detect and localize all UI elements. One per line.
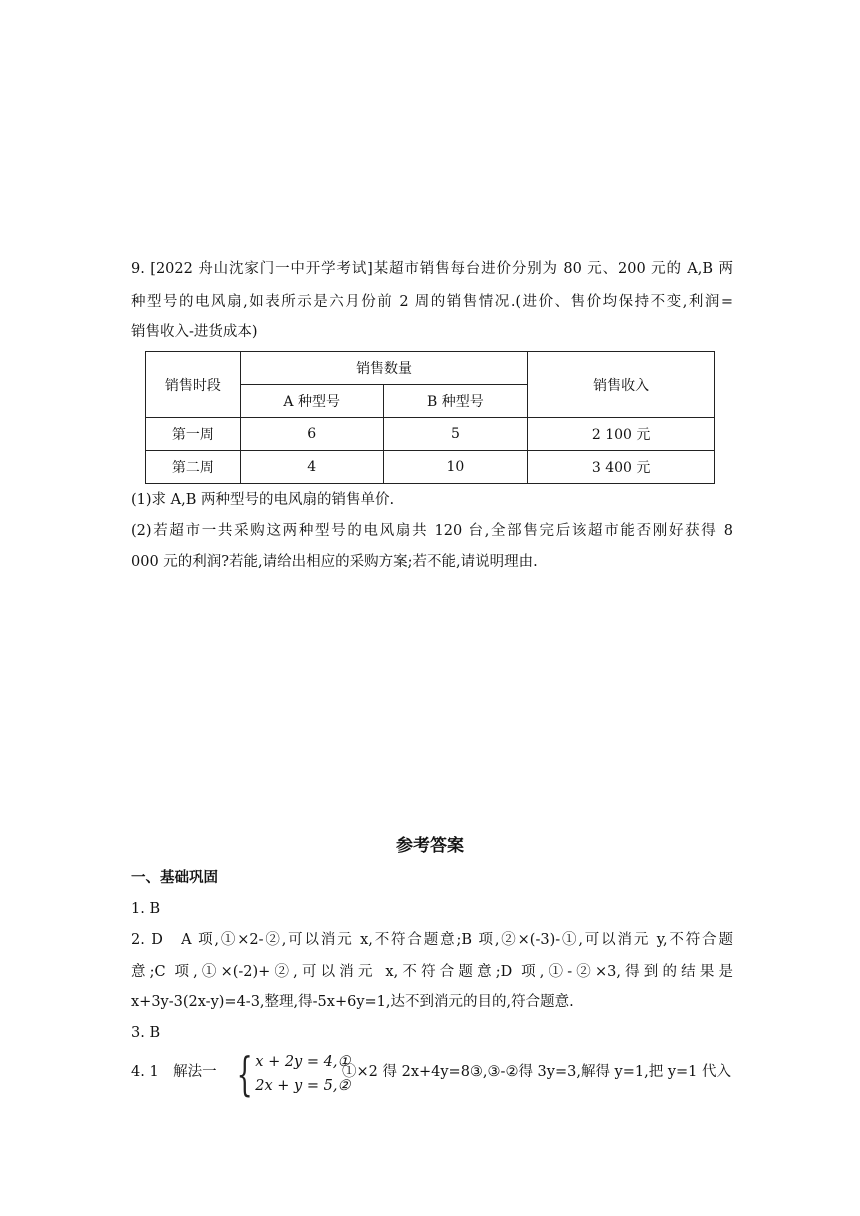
cell-type-a: 6 xyxy=(240,418,383,451)
cell-type-b: 5 xyxy=(383,418,528,451)
table-row xyxy=(146,418,715,451)
equation-2: 2x + y = 5,② xyxy=(255,1078,351,1094)
answer-1: 1. B xyxy=(131,901,161,917)
cell-period: 第一周 xyxy=(146,418,241,451)
answer-2-line-3: x+3y-3(2x-y)=4-3,整理,得-5x+6y=1,达不到消元的目的,符合题意. xyxy=(131,994,574,1010)
header-type-a: A 种型号 xyxy=(240,385,383,418)
cell-type-b: 10 xyxy=(383,451,528,484)
brace-icon: { xyxy=(236,1047,253,1101)
equation-system xyxy=(230,1047,351,1101)
q9-sub-2-line-2: 000 元的利润?若能,请给出相应的采购方案;若不能,请说明理由. xyxy=(131,554,538,570)
q9-sub-2-line-1: (2)若超市一共采购这两种型号的电风扇共 120 台,全部售完后该超市能否刚好获得 8 xyxy=(131,523,733,539)
header-quantity: 销售数量 xyxy=(240,352,527,385)
q9-line-2: 种型号的电风扇,如表所示是六月份前 2 周的销售情况.(进价、售价均保持不变,利润= xyxy=(131,294,733,310)
q9-sub-1: (1)求 A,B 两种型号的电风扇的销售单价. xyxy=(131,492,395,508)
q9-line-1: 9. [2022 舟山沈家门一中开学考试]某超市销售每台进价分别为 80 元、200 元的 A,B 两 xyxy=(131,261,733,277)
cell-type-a: 4 xyxy=(240,451,383,484)
header-period: 销售时段 xyxy=(146,352,241,418)
answer-2-line-2: 意;C 项,①×(-2)+②,可以消元 x,不符合题意;D 项,①-②×3,得到的结果是 xyxy=(131,964,733,980)
sales-table xyxy=(145,351,715,484)
answer-4-prefix: 4. 1 解法一 xyxy=(131,1064,217,1080)
header-income: 销售收入 xyxy=(528,352,715,418)
cell-income: 2 100 元 xyxy=(528,418,715,451)
answer-3: 3. B xyxy=(131,1025,161,1041)
q9-line-3: 销售收入-进货成本) xyxy=(131,324,258,340)
answers-title: 参考答案 xyxy=(396,836,464,856)
cell-income: 3 400 元 xyxy=(528,451,715,484)
header-type-b: B 种型号 xyxy=(383,385,528,418)
answer-4-rest: ①×2 得 2x+4y=8③,③-②得 3y=3,解得 y=1,把 y=1 代入 xyxy=(342,1064,732,1080)
section-heading: 一、基础巩固 xyxy=(131,870,218,886)
equation-1: x + 2y = 4,① xyxy=(255,1054,351,1070)
answer-2-line-1: 2. D A 项,①×2-②,可以消元 x,不符合题意;B 项,②×(-3)-①,可以消元 y,不符合题 xyxy=(131,932,733,948)
table-row xyxy=(146,451,715,484)
cell-period: 第二周 xyxy=(146,451,241,484)
